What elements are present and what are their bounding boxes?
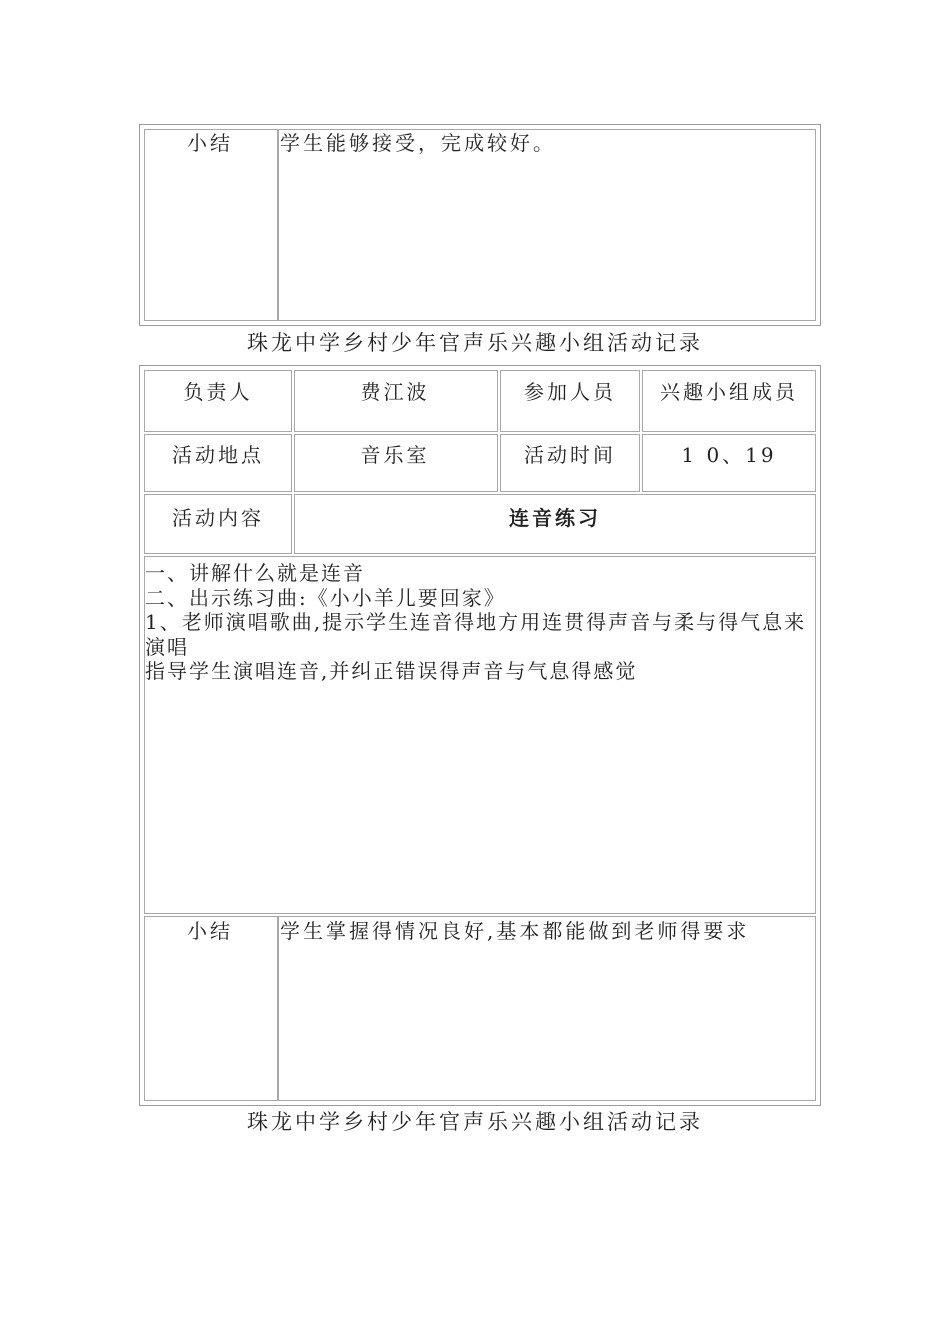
responsible-label: 负责人 bbox=[183, 380, 253, 404]
summary-label-cell bbox=[144, 129, 278, 321]
summary-text-cell bbox=[278, 916, 816, 1101]
summary-text: 学生掌握得情况良好,基本都能做到老师得要求 bbox=[280, 919, 750, 943]
record-caption: 珠龙中学乡村少年官声乐兴趣小组活动记录 bbox=[247, 331, 703, 355]
time-label: 活动时间 bbox=[524, 443, 616, 467]
body-line-1: 一、讲解什么就是连音 bbox=[145, 561, 365, 585]
body-line-4: 指导学生演唱连音,并纠正错误得声音与气息得感觉 bbox=[145, 659, 638, 683]
record-caption: 珠龙中学乡村少年官声乐兴趣小组活动记录 bbox=[247, 1110, 703, 1134]
location-label: 活动地点 bbox=[172, 443, 264, 467]
participants-label: 参加人员 bbox=[524, 380, 616, 404]
summary-label: 小结 bbox=[187, 919, 233, 943]
time-value: 1 0、19 bbox=[681, 443, 777, 467]
content-value: 连音练习 bbox=[509, 506, 601, 530]
summary-label: 小结 bbox=[187, 131, 233, 155]
summary-text: 学生能够接受，完成较好。 bbox=[280, 131, 556, 155]
content-label: 活动内容 bbox=[172, 506, 264, 530]
participants-value: 兴趣小组成员 bbox=[660, 380, 798, 404]
body-line-3: 1、老师演唱歌曲,提示学生连音得地方用连贯得声音与柔与得气息来演唱 bbox=[145, 610, 807, 659]
location-value: 音乐室 bbox=[360, 443, 430, 467]
responsible-value: 费江波 bbox=[360, 380, 430, 404]
summary-label-cell bbox=[144, 916, 278, 1101]
activity-body bbox=[145, 561, 815, 684]
summary-text-cell bbox=[278, 129, 816, 321]
body-line-2: 二、出示练习曲:《小小羊儿要回家》 bbox=[145, 585, 506, 610]
activity-record-table bbox=[139, 365, 821, 1106]
